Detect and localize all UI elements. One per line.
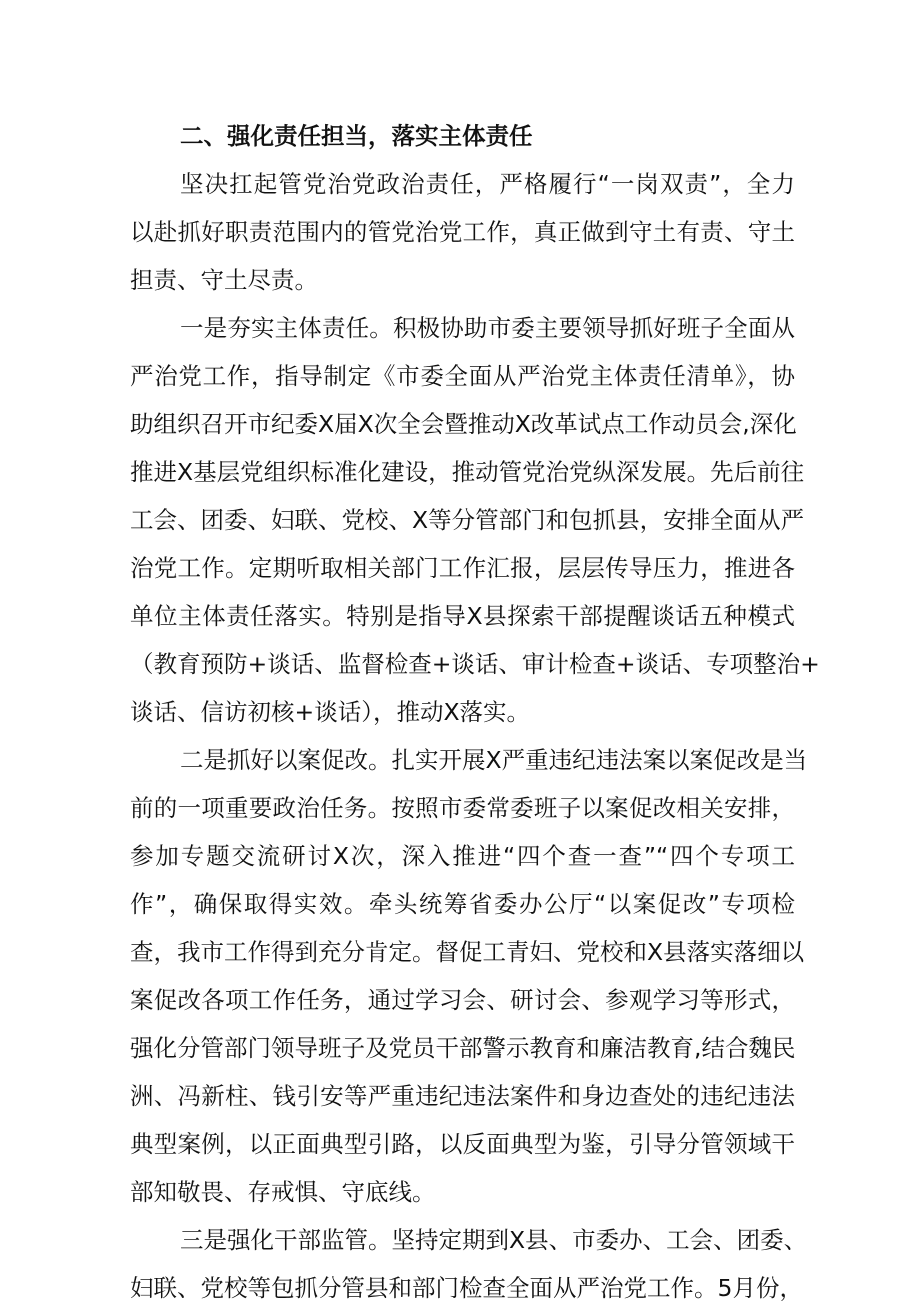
text-line: 推进X基层党组织标准化建设，推动管党治党纵深发展。先后前往 <box>130 458 805 486</box>
paragraph-1 <box>130 160 795 304</box>
text-line: 助组织召开市纪委X届X次全会暨推动X改革试点工作动员会,深化 <box>130 410 797 438</box>
text-line: 查，我市工作得到充分肯定。督促工青妇、党校和X县落实落细以 <box>130 938 805 966</box>
text-line: 一是夯实主体责任。积极协助市委主要领导抓好班子全面从 <box>180 314 795 342</box>
text-line: 治党工作。定期听取相关部门工作汇报，层层传导压力，推进各 <box>130 554 795 582</box>
text-line: 以赴抓好职责范围内的管党治党工作，真正做到守土有责、守土 <box>130 218 795 246</box>
text-line: 部知敬畏、存戒惧、守底线。 <box>130 1178 436 1206</box>
text-line: 妇联、党校等包抓分管县和部门检查全面从严治党工作。5月份， <box>130 1274 803 1302</box>
paragraph-4 <box>130 1216 808 1312</box>
text-line: 前的一项重要政治任务。按照市委常委班子以案促改相关安排， <box>130 794 795 822</box>
paragraph-3 <box>130 736 808 1216</box>
text-line: 三是强化干部监管。坚持定期到X县、市委办、工会、团委、 <box>180 1226 808 1254</box>
text-line: 典型案例，以正面典型引路，以反面典型为鉴，引导分管领域干 <box>130 1130 795 1158</box>
paragraph-2 <box>130 304 820 736</box>
document-body <box>130 112 820 1312</box>
text-line: 谈话、信访初核+谈话），推动X落实。 <box>130 698 531 726</box>
text-line: 洲、冯新柱、钱引安等严重违纪违法案件和身边查处的违纪违法 <box>130 1082 795 1110</box>
text-line: （教育预防+谈话、监督检查+谈话、审计检查+谈话、专项整治+ <box>130 650 820 678</box>
text-line: 严治党工作，指导制定《市委全面从严治党主体责任清单》，协 <box>130 362 795 390</box>
text-line: 二是抓好以案促改。扎实开展X严重违纪违法案以案促改是当 <box>180 746 808 774</box>
section-heading: 二、强化责任担当，落实主体责任 <box>180 122 533 150</box>
text-line: 单位主体责任落实。特别是指导X县探索干部提醒谈话五种模式 <box>130 602 795 630</box>
text-line: 担责、守土尽责。 <box>130 266 318 294</box>
text-line: 坚决扛起管党治党政治责任，严格履行“一岗双责”，全力 <box>180 170 795 198</box>
text-line: 作”，确保取得实效。牵头统筹省委办公厅“以案促改”专项检 <box>130 890 795 918</box>
text-line: 案促改各项工作任务，通过学习会、研讨会、参观学习等形式， <box>130 986 795 1014</box>
text-line: 工会、团委、妇联、党校、X等分管部门和包抓县，安排全面从严 <box>130 506 805 534</box>
text-line: 强化分管部门领导班子及党员干部警示教育和廉洁教育,结合魏民 <box>130 1034 796 1062</box>
text-line: 参加专题交流研讨X次，深入推进“四个查一查”“四个专项工 <box>130 842 795 870</box>
